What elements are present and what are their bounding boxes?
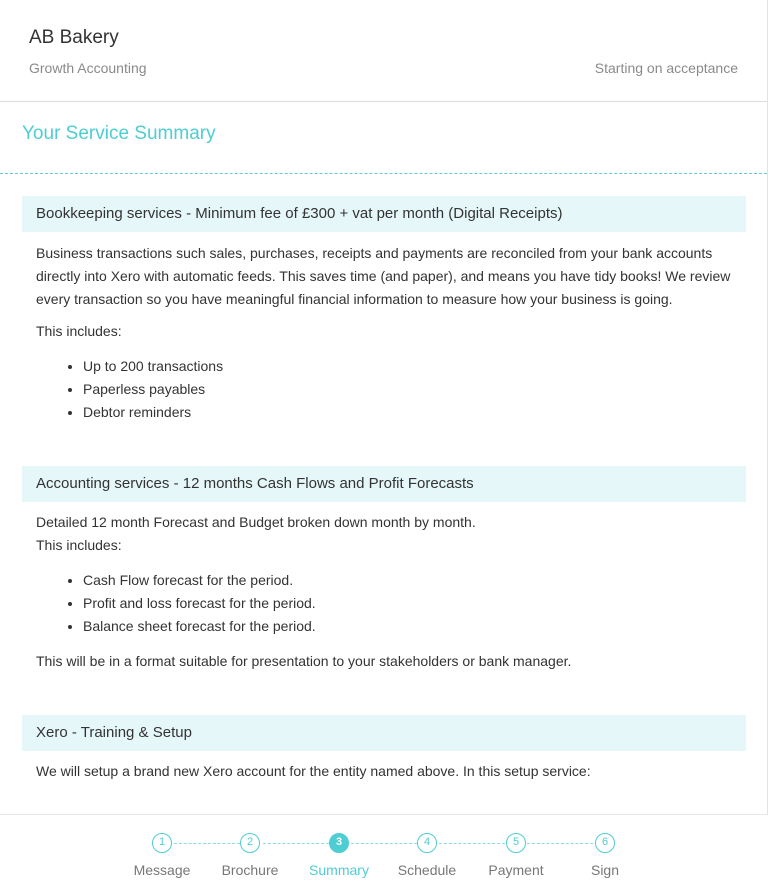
service-accounting bbox=[22, 466, 746, 673]
step-number-badge[interactable]: 2 bbox=[240, 833, 260, 853]
includes-label: This includes: bbox=[36, 323, 122, 339]
step-number-badge[interactable]: 3 bbox=[329, 833, 349, 853]
step-sign[interactable] bbox=[555, 833, 655, 878]
proposal-header bbox=[0, 0, 767, 102]
step-schedule[interactable] bbox=[377, 833, 477, 878]
step-label[interactable]: Message bbox=[133, 862, 191, 878]
client-name: AB Bakery bbox=[29, 27, 119, 48]
service-body bbox=[22, 511, 746, 673]
list-item: • Debtor reminders bbox=[83, 401, 732, 424]
step-label[interactable]: Summary bbox=[309, 862, 369, 878]
service-heading: Accounting services - 12 months Cash Flows and Profit Forecasts bbox=[22, 466, 746, 502]
list-item: • Cash Flow forecast for the period. bbox=[83, 569, 732, 592]
step-summary[interactable] bbox=[289, 833, 389, 878]
list-item: • Profit and loss forecast for the period. bbox=[83, 592, 732, 615]
service-description: Detailed 12 month Forecast and Budget broken down month by month. bbox=[36, 514, 476, 530]
step-message[interactable] bbox=[112, 833, 212, 878]
service-body bbox=[22, 242, 746, 424]
service-body bbox=[22, 760, 746, 783]
services-list bbox=[22, 196, 746, 825]
service-bookkeeping bbox=[22, 196, 746, 424]
service-xero-setup bbox=[22, 715, 746, 783]
list-item: • Up to 200 transactions bbox=[83, 355, 732, 378]
list-item: • Balance sheet forecast for the period. bbox=[83, 615, 732, 638]
service-description: Business transactions such sales, purchases, receipts and payments are reconciled from your bank accounts directly into Xero with automatic feeds. This saves time (and paper), and means you have tidy books! We review every transaction so you have meaningful financial information to measure how your business is going. bbox=[36, 245, 731, 307]
service-heading: Bookkeeping services - Minimum fee of £300 + vat per month (Digital Receipts) bbox=[22, 196, 746, 232]
section-title: Your Service Summary bbox=[22, 123, 216, 144]
step-label[interactable]: Schedule bbox=[397, 862, 457, 878]
service-heading: Xero - Training & Setup bbox=[22, 715, 746, 751]
package-name: Growth Accounting bbox=[29, 60, 147, 76]
section-divider bbox=[0, 173, 767, 174]
step-navigation bbox=[0, 814, 768, 890]
step-number-badge[interactable]: 5 bbox=[506, 833, 526, 853]
includes-label: This includes: bbox=[36, 537, 122, 553]
step-number-badge[interactable]: 4 bbox=[417, 833, 437, 853]
step-brochure[interactable] bbox=[200, 833, 300, 878]
step-label[interactable]: Sign bbox=[590, 862, 620, 878]
service-description: We will setup a brand new Xero account for the entity named above. In this setup service: bbox=[36, 763, 591, 779]
service-closing-note: This will be in a format suitable for presentation to your stakeholders or bank manager. bbox=[36, 653, 572, 669]
step-payment[interactable] bbox=[466, 833, 566, 878]
step-label[interactable]: Payment bbox=[488, 862, 544, 878]
start-date-text: Starting on acceptance bbox=[594, 60, 738, 76]
step-label[interactable]: Brochure bbox=[221, 862, 279, 878]
includes-list bbox=[36, 355, 732, 424]
step-number-badge[interactable]: 1 bbox=[152, 833, 172, 853]
step-number-badge[interactable]: 6 bbox=[595, 833, 615, 853]
list-item: • Paperless payables bbox=[83, 378, 732, 401]
includes-list bbox=[36, 569, 732, 638]
